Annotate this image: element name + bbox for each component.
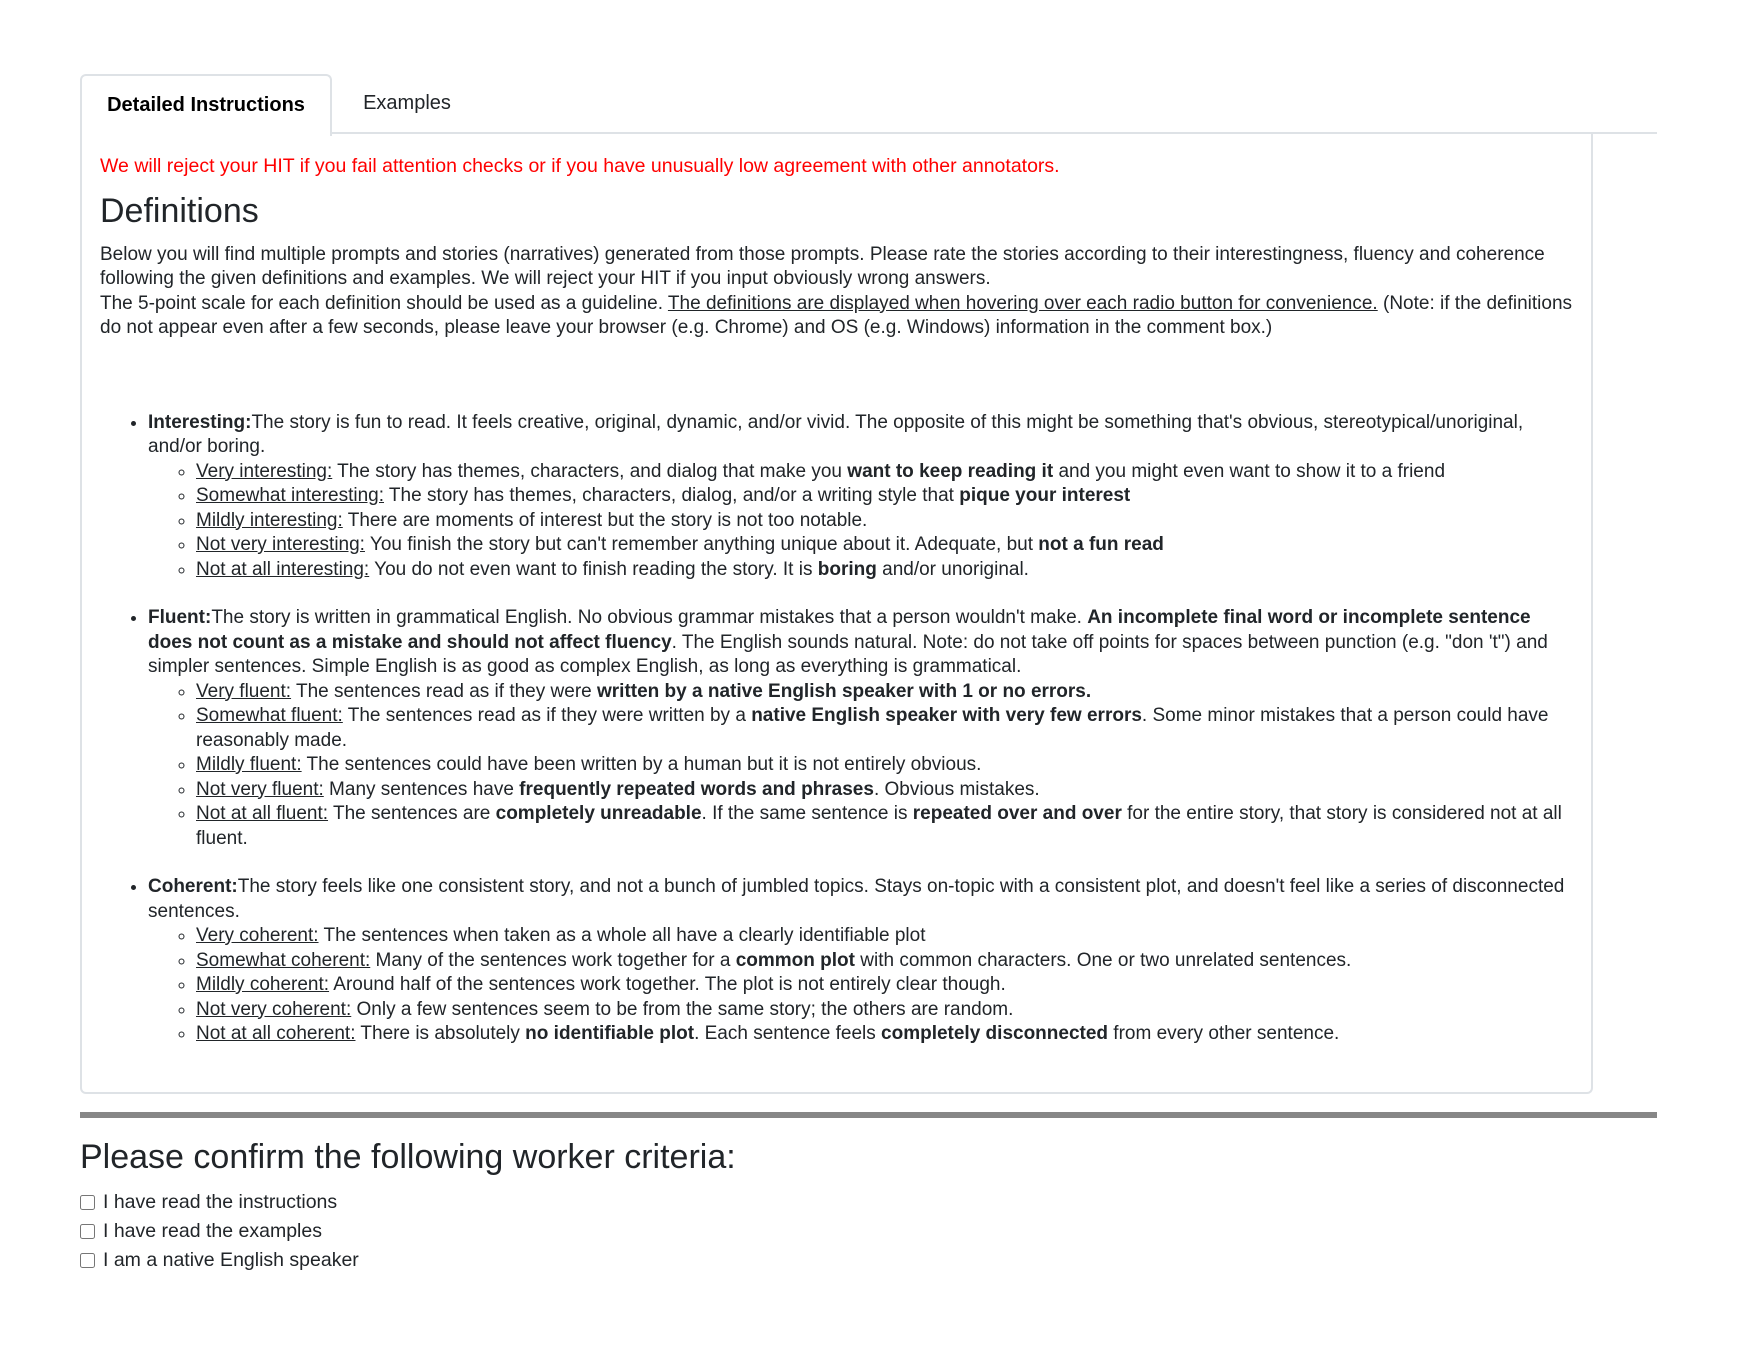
- list-item: ◦ Not at all fluent: The sentences are completely unreadable. If the same sentence is repeated over and over for the entire story, that story is considered not at all fluent.: [196, 802, 1573, 851]
- checkbox-read-examples[interactable]: [80, 1217, 359, 1246]
- fluent-levels: [148, 680, 1573, 852]
- checkbox-label: I have read the instructions: [103, 1191, 338, 1213]
- list-item: ◦ Somewhat fluent: The sentences read as if they were written by a native English speaker with very few errors. Some minor mistakes that a person could have reasonably made.: [196, 704, 1573, 753]
- criterion-interesting: [148, 411, 1573, 583]
- intro-paragraph: Below you will find multiple prompts and stories (narratives) generated from those prompts. Please rate the stories according to their interestingness, fluency and coherence following the given definitions and examples. We will reject your HIT if you input obviously wrong answers.: [100, 243, 1545, 289]
- level-name: Mildly coherent:: [196, 974, 330, 995]
- criterion-coherent: [148, 875, 1573, 1047]
- checkbox-label: I have read the examples: [103, 1220, 322, 1242]
- checkbox-read-instructions[interactable]: [80, 1188, 359, 1217]
- criterion-fluent: • Fluent:The story is written in grammatical English. No obvious grammar mistakes that a person wouldn't make. An incomplete final word or incomplete sentence does not count as a mistake and should not affect fluency. The English sounds natural. Note: do not take off points for spaces between punction (e.g. "don 't") and simpler sentences. Simple English is as good as complex English, as long as everything is grammatical. ◦ Very fluent: The sentences read as if they were written by a native English speaker with 1 or no errors. ◦ Somewhat fluent: The sentences read as if they were written by a native English speaker with very few errors. Some minor mistakes that a person could have reasonably made. ◦ Mildly fluent: The sentences could have been written by a human but it is not entirely obvious. ◦ Not very fluent: Many sentences have frequently repeated words and phrases. Obvious mistakes. ◦ Not at all fluent: The sentences are completely unreadable. If the same sentence is repeated over and over for the entire story, that story is considered not at all fluent.: [148, 606, 1573, 851]
- list-item: ◦ Very fluent: The sentences read as if they were written by a native English speaker with 1 or no errors.: [196, 680, 1573, 705]
- list-item: ◦ Not at all coherent: There is absolutely no identifiable plot. Each sentence feels completely disconnected from every other sentence.: [196, 1022, 1573, 1047]
- hover-note: The definitions are displayed when hovering over each radio button for convenience.: [667, 292, 1378, 314]
- list-item: ◦ Mildly fluent: The sentences could have been written by a human but it is not entirely obvious.: [196, 753, 1573, 778]
- read-instructions-checkbox[interactable]: [80, 1195, 95, 1210]
- interesting-levels: [148, 460, 1573, 583]
- level-name: Not very interesting:: [196, 534, 365, 555]
- criterion-label: Coherent:: [148, 876, 238, 897]
- section-divider: [80, 1112, 1657, 1118]
- list-item: ◦ Not very interesting: You finish the story but can't remember anything unique about it. Adequate, but not a fun read: [196, 533, 1573, 558]
- list-item: ◦ Mildly coherent: Around half of the sentences work together. The plot is not entirely clear though.: [196, 973, 1573, 998]
- level-name: Not at all interesting:: [196, 558, 370, 580]
- confirm-title: Please confirm the following worker criteria:: [80, 1138, 736, 1176]
- criterion-label: Interesting:: [148, 411, 252, 433]
- browser-note: (Note: if the definitions do not appear even after a few seconds, please leave your browser (e.g. Chrome) and OS (e.g. Windows) information in the comment box.): [100, 292, 1573, 338]
- level-name: Very interesting:: [196, 460, 333, 482]
- level-name: Not very coherent:: [196, 998, 352, 1020]
- rejection-warning: We will reject your HIT if you fail attention checks or if you have unusually low agreement with other annotators.: [100, 155, 1060, 177]
- checkbox-native-speaker[interactable]: [80, 1246, 359, 1275]
- criterion-description: The story feels like one consistent story, and not a bunch of jumbled topics. Stays on-topic with a consistent plot, and doesn't feel like a series of disconnected sentences.: [148, 876, 1565, 922]
- level-name: Mildly interesting:: [196, 509, 343, 531]
- list-item: ◦ Not very fluent: Many sentences have frequently repeated words and phrases. Obvious mistakes.: [196, 778, 1573, 803]
- definitions-title: Definitions: [100, 191, 259, 230]
- level-name: Very coherent:: [196, 925, 319, 946]
- level-name: Somewhat coherent:: [196, 949, 371, 971]
- coherent-levels: [148, 924, 1573, 1047]
- criteria-list: [100, 411, 1573, 1047]
- level-name: Not at all coherent:: [196, 1023, 356, 1044]
- list-item: ◦ Somewhat interesting: The story has themes, characters, dialog, and/or a writing style that pique your interest: [196, 484, 1573, 509]
- list-item: ◦ Mildly interesting: There are moments of interest but the story is not too notable.: [196, 509, 1573, 534]
- worker-criteria-checklist: [80, 1188, 359, 1275]
- read-examples-checkbox[interactable]: [80, 1224, 95, 1239]
- level-name: Mildly fluent:: [196, 754, 302, 775]
- definitions-intro: [100, 243, 1573, 341]
- level-name: Somewhat interesting:: [196, 485, 384, 506]
- list-item: ◦ Not very coherent: Only a few sentences seem to be from the same story; the others are random.: [196, 998, 1573, 1023]
- native-speaker-checkbox[interactable]: [80, 1253, 95, 1268]
- level-name: Very fluent:: [196, 680, 292, 702]
- list-item: ◦ Not at all interesting: You do not even want to finish reading the story. It is boring and/or unoriginal.: [196, 558, 1573, 583]
- level-name: Not very fluent:: [196, 778, 324, 800]
- list-item: ◦ Somewhat coherent: Many of the sentences work together for a common plot with common characters. One or two unrelated sentences.: [196, 949, 1573, 974]
- tab-examples[interactable]: Examples: [363, 92, 451, 114]
- scale-note: [100, 292, 1573, 341]
- tab-bar: [80, 74, 1657, 134]
- level-name: Not at all fluent:: [196, 803, 329, 824]
- list-item: ◦ Very interesting: The story has themes, characters, and dialog that make you want to keep reading it and you might even want to show it to a friend: [196, 460, 1573, 485]
- criterion-description: The story is fun to read. It feels creative, original, dynamic, and/or vivid. The opposite of this might be something that's obvious, stereotypical/unoriginal, and/or boring.: [148, 411, 1524, 457]
- criterion-label: Fluent:: [148, 607, 212, 628]
- level-name: Somewhat fluent:: [196, 705, 343, 726]
- instructions-panel: [80, 132, 1593, 1094]
- checkbox-label: I am a native English speaker: [103, 1249, 359, 1271]
- tab-detailed-instructions[interactable]: Detailed Instructions: [80, 74, 332, 136]
- list-item: ◦ Very coherent: The sentences when taken as a whole all have a clearly identifiable plot: [196, 924, 1573, 949]
- scale-note-text: The 5-point scale for each definition should be used as a guideline.: [100, 292, 668, 314]
